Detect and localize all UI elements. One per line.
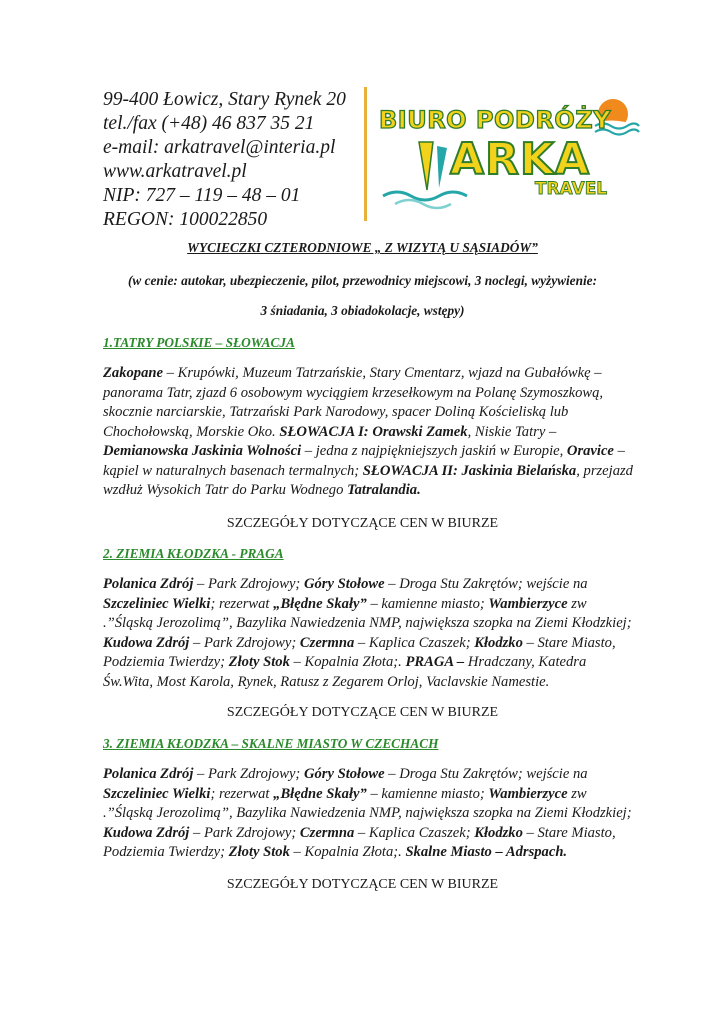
contact-phone: tel./fax (+48) 46 837 35 21: [103, 113, 315, 134]
text-run: .”Śląską Jerozolimą”, Bazylika Nawiedzenia NMP, największa szopka na Ziemi Kłodzkiej;: [103, 615, 632, 631]
bold-place-name: „Błędne Skały”: [273, 785, 367, 802]
section-3-price-note: SZCZEGÓŁY DOTYCZĄCE CEN W BIURZE: [226, 877, 499, 892]
bold-place-name: Kłodzko: [474, 634, 523, 651]
logo-line-1: BIURO PODRÓŻY: [378, 106, 612, 134]
text-run: – Droga Stu Zakrętów; wejście na: [384, 766, 588, 782]
text-run: – Kaplica Czaszek;: [354, 824, 475, 841]
bold-place-name: SŁOWACJA I: Orawski Zamek: [279, 423, 468, 440]
bold-place-name: Zakopane: [103, 365, 163, 381]
header-divider: [364, 87, 367, 221]
price-note-line-2: 3 śniadania, 3 obiadokolacje, wstępy): [260, 303, 465, 318]
text-run: – Park Zdrojowy;: [189, 634, 300, 651]
text-run: Chochołowską, Morskie Oko.: [103, 423, 280, 440]
bold-place-name: Góry Stołowe: [303, 766, 385, 782]
bold-place-name: PRAGA –: [405, 654, 465, 670]
bold-place-name: Polanica Zdrój: [103, 576, 194, 592]
text-line: [103, 384, 643, 404]
text-run: Podziemia Twierdzy;: [103, 654, 229, 670]
logo-line-2: ARKA: [449, 134, 591, 185]
text-run: , Niskie Tatry –: [467, 423, 557, 440]
text-line: [103, 462, 643, 482]
text-line: [103, 673, 643, 693]
bold-place-name: Polanica Zdrój: [103, 766, 194, 782]
contact-regon: REGON: 100022850: [103, 209, 268, 230]
text-run: – kamienne miasto;: [366, 595, 489, 612]
section-2-price-note: SZCZEGÓŁY DOTYCZĄCE CEN W BIURZE: [226, 705, 499, 720]
contact-block: [103, 88, 365, 232]
text-run: –: [613, 443, 625, 459]
text-line: [103, 843, 643, 863]
text-run: – Droga Stu Zakrętów; wejście na: [384, 576, 588, 592]
section-3-body: [103, 765, 643, 863]
logo-wave-icon: [383, 192, 467, 200]
bold-place-name: Skalne Miasto – Adrspach.: [405, 844, 568, 860]
text-run: – Park Zdrojowy;: [193, 576, 304, 592]
text-run: – Kaplica Czaszek;: [354, 634, 475, 651]
text-line: [103, 614, 643, 634]
bold-place-name: Demianowska Jaskinia Wolności: [103, 443, 302, 459]
bold-place-name: „Błędne Skały”: [273, 595, 367, 612]
text-line: [103, 804, 643, 824]
section-2-heading: 2. ZIEMIA KŁODZKA - PRAGA: [103, 546, 284, 561]
text-run: – Park Zdrojowy;: [189, 824, 300, 841]
text-run: , przejazd: [576, 462, 633, 479]
text-run: – Park Zdrojowy;: [193, 766, 304, 782]
document-title: WYCIECZKI CZTERODNIOWE „ Z WIZYTĄ U SĄSIADÓW”: [187, 240, 538, 255]
bold-place-name: SŁOWACJA II: Jaskinia Bielańska: [362, 462, 577, 479]
text-run: Św.Wita, Most Karola, Rynek, Ratusz z Zegarem Orloj, Vaclavskie Namestie.: [103, 673, 550, 690]
bold-place-name: Kłodzko: [474, 824, 523, 841]
text-line: [103, 575, 643, 595]
bold-place-name: Czermna: [299, 824, 355, 841]
text-run: .”Śląską Jerozolimą”, Bazylika Nawiedzenia NMP, największa szopka na Ziemi Kłodzkiej;: [103, 805, 632, 821]
section-1-heading: 1.TATRY POLSKIE – SŁOWACJA: [103, 335, 295, 350]
section-3-heading: 3. ZIEMIA KŁODZKA – SKALNE MIASTO W CZECHACH: [103, 736, 439, 751]
text-run: Hradczany, Katedra: [464, 654, 587, 670]
text-run: – Stare Miasto,: [522, 824, 616, 841]
text-run: zw: [567, 595, 587, 612]
section-1-body: [103, 364, 643, 501]
bold-place-name: Tatralandia.: [347, 482, 421, 498]
text-run: zw: [567, 785, 587, 802]
text-line: [103, 785, 643, 805]
text-run: – kamienne miasto;: [366, 785, 489, 802]
text-run: – jedna z najpiękniejszych jaskiń w Europie,: [301, 443, 567, 459]
text-run: – Kopalnia Złota;.: [289, 844, 406, 860]
text-line: [103, 765, 643, 785]
text-line: [103, 403, 643, 423]
contact-website: www.arkatravel.pl: [103, 161, 247, 182]
contact-address: 99-400 Łowicz, Stary Rynek 20: [103, 89, 346, 110]
text-run: kąpiel w naturalnych basenach termalnych;: [103, 462, 363, 479]
text-run: panorama Tatr, zjazd 6 osobowym wyciągiem krzesełkowym na Polanę Szymoszkową,: [103, 384, 604, 401]
text-line: [103, 442, 643, 462]
bold-place-name: Kudowa Zdrój: [103, 634, 190, 651]
text-line: [103, 634, 643, 654]
text-line: [103, 653, 643, 673]
bold-place-name: Złoty Stok: [228, 654, 290, 670]
text-run: – Kopalnia Złota;.: [289, 654, 406, 670]
bold-place-name: Kudowa Zdrój: [103, 824, 190, 841]
bold-place-name: Szczeliniec Wielki: [103, 595, 211, 612]
text-run: skocznie narciarskie, Tatrzański Park Narodowy, spacer Doliną Kościeliską lub: [103, 404, 569, 420]
text-run: ; rezerwat: [210, 595, 274, 612]
bold-place-name: Szczeliniec Wielki: [103, 785, 211, 802]
bold-place-name: Wambierzyce: [488, 595, 568, 612]
text-line: [103, 595, 643, 615]
logo-sail-icon: [419, 142, 433, 190]
text-run: – Stare Miasto,: [522, 634, 616, 651]
text-run: ; rezerwat: [210, 785, 274, 802]
company-logo: [375, 90, 645, 220]
section-1-price-note: SZCZEGÓŁY DOTYCZĄCE CEN W BIURZE: [226, 516, 499, 531]
contact-nip: NIP: 727 – 119 – 48 – 01: [103, 185, 301, 206]
text-run: wzdłuż Wysokich Tatr do Parku Wodnego: [103, 482, 348, 498]
text-line: [103, 364, 643, 384]
text-line: [103, 481, 643, 501]
bold-place-name: Góry Stołowe: [303, 576, 385, 592]
section-2-body: [103, 575, 643, 692]
bold-place-name: Złoty Stok: [228, 844, 290, 860]
text-run: Podziemia Twierdzy;: [103, 844, 229, 860]
price-note-line-1: (w cenie: autokar, ubezpieczenie, pilot, przewodnicy miejscowi, 3 noclegi, wyżywienie:: [127, 273, 598, 288]
text-line: [103, 824, 643, 844]
text-run: – Krupówki, Muzeum Tatrzańskie, Stary Cmentarz, wjazd na Gubałówkę –: [163, 365, 602, 381]
bold-place-name: Wambierzyce: [488, 785, 568, 802]
contact-email: e-mail: arkatravel@interia.pl: [103, 137, 336, 158]
text-line: [103, 423, 643, 443]
logo-line-3: TRAVEL: [534, 179, 608, 199]
bold-place-name: Oravice: [566, 443, 614, 459]
bold-place-name: Czermna: [299, 634, 355, 651]
